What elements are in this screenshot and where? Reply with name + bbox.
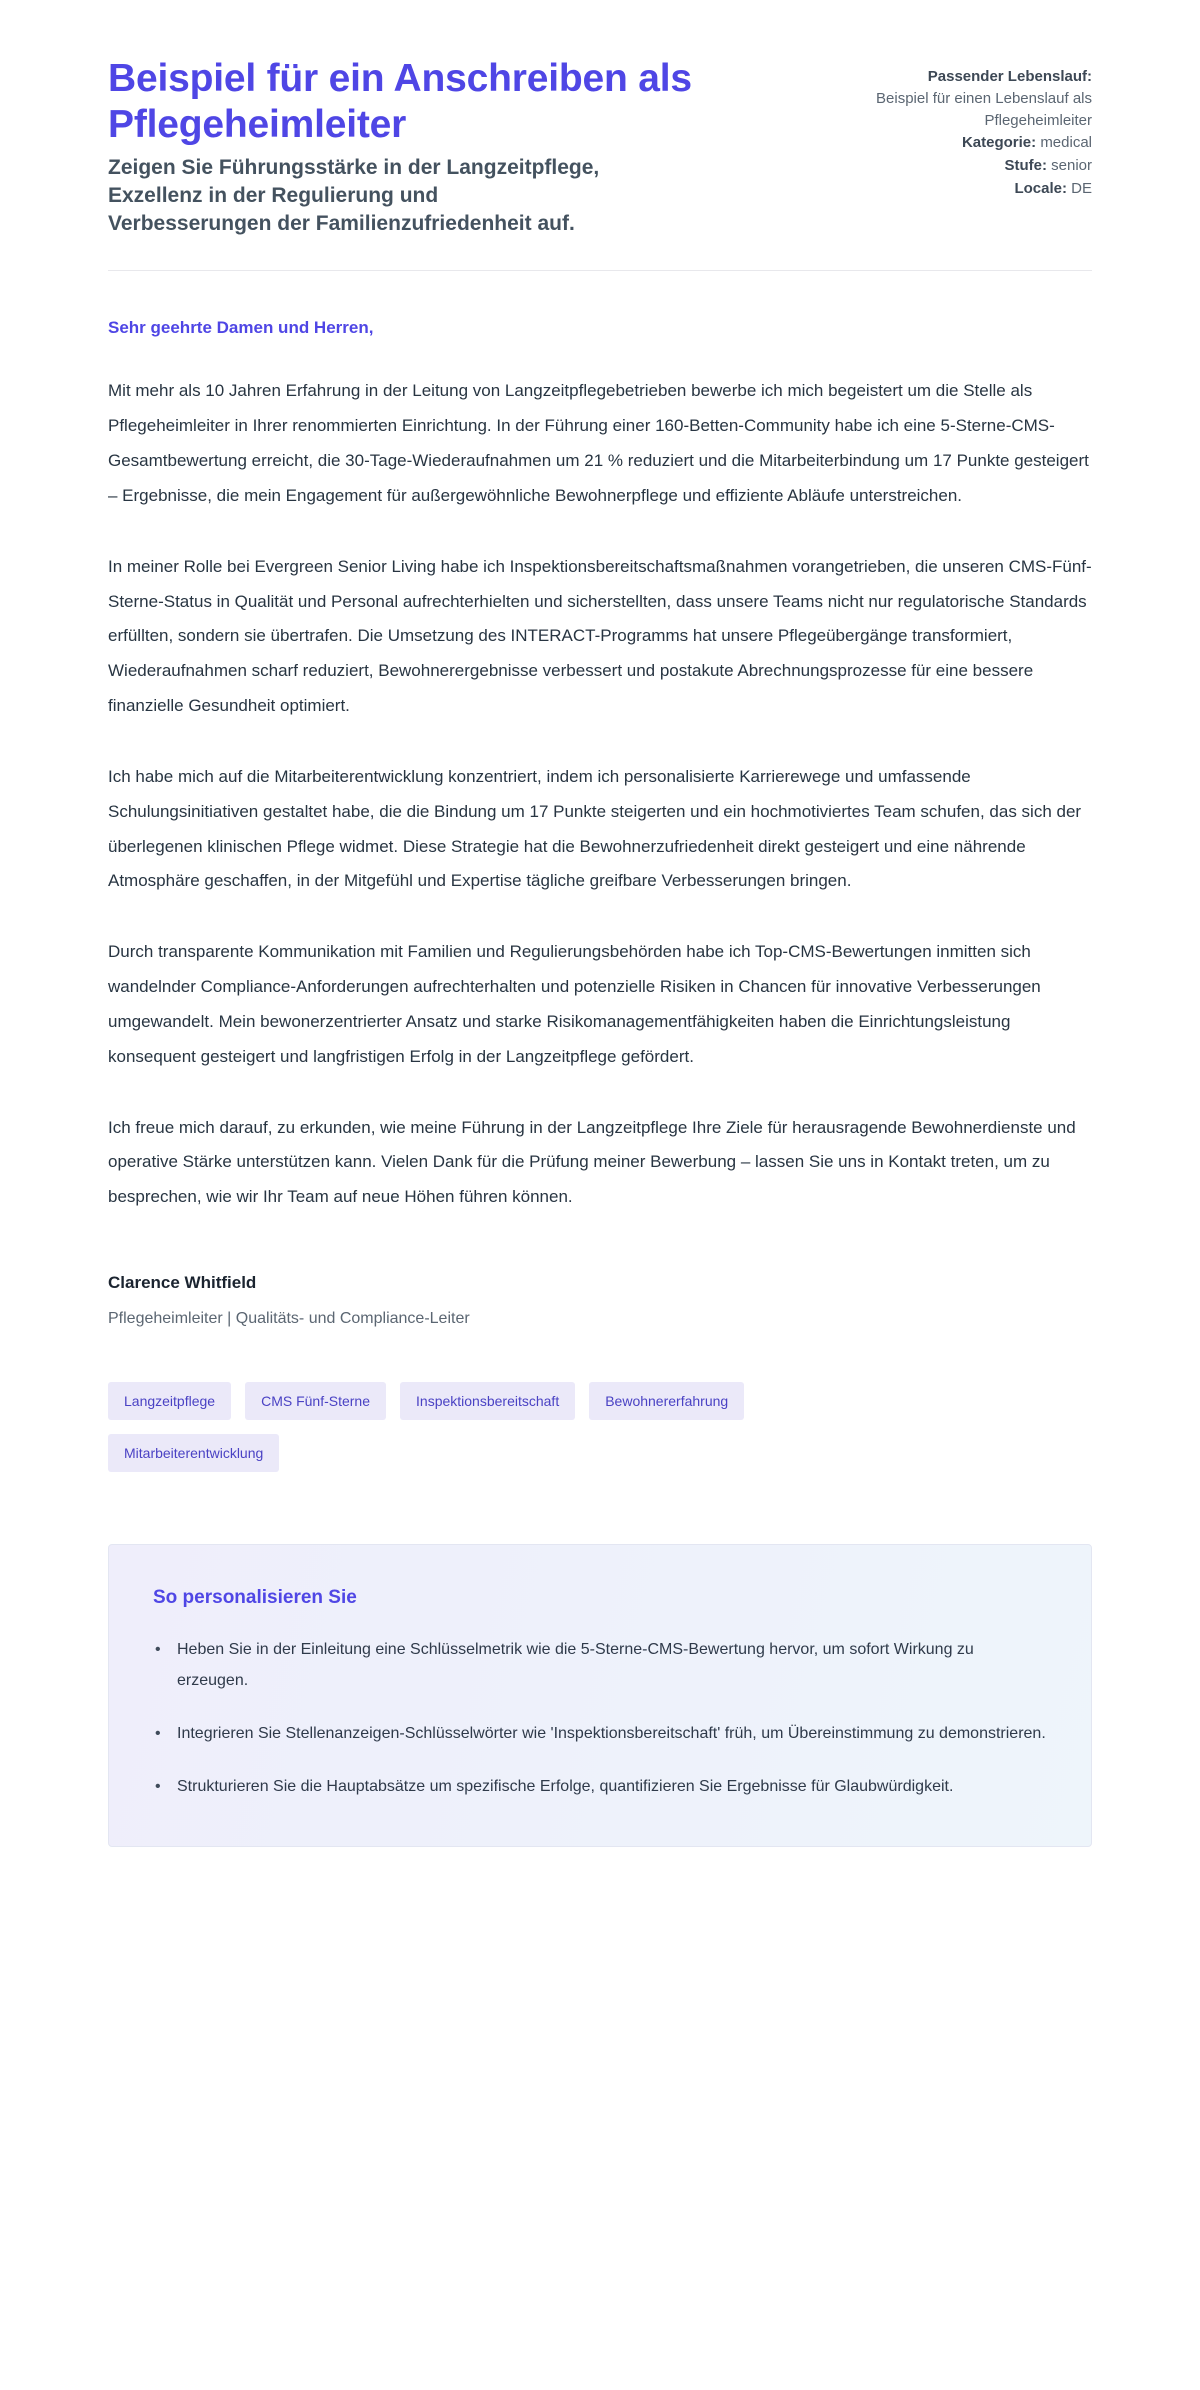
- meta-locale-value: DE: [1071, 179, 1092, 197]
- tag-chip[interactable]: Bewohnererfahrung: [589, 1382, 744, 1420]
- signature-role: Pflegeheimleiter | Qualitäts- und Compliance-Leiter: [108, 1310, 470, 1328]
- tag-chip[interactable]: CMS Fünf-Sterne: [245, 1382, 386, 1420]
- signature-block: [108, 1269, 1092, 1332]
- meta-matching-resume-label: Passender Lebenslauf:: [927, 68, 1092, 85]
- meta-matching-resume-value: Beispiel für einen Lebenslauf als Pflegeheimleiter: [876, 89, 1092, 129]
- page-header: [108, 0, 1092, 238]
- page-title: Beispiel für ein Anschreiben als Pflegeheimleiter: [108, 57, 692, 147]
- page-bottom-spacer: [108, 1847, 1092, 1957]
- tag-list: [108, 1382, 928, 1472]
- page-subtitle: [108, 154, 828, 238]
- bullet-icon: •: [155, 1724, 161, 1742]
- meta-level-value: senior: [1051, 157, 1092, 174]
- tag-chip[interactable]: Inspektionsbereitschaft: [400, 1382, 575, 1420]
- header-title-block: [108, 56, 828, 238]
- tag-chip[interactable]: Langzeitpflege: [108, 1382, 231, 1420]
- meta-level: [832, 155, 1092, 177]
- page-subtitle-line-1: Zeigen Sie Führungsstärke in der Langzeitpflege,: [108, 156, 600, 180]
- callout-tip-text: Integrieren Sie Stellenanzeigen-Schlüsselwörter wie 'Inspektionsbereitschaft' früh, um Übereinstimmung zu demonstrieren.: [177, 1724, 1046, 1742]
- callout-tip-item: [153, 1718, 1047, 1749]
- letter-paragraph-1: Mit mehr als 10 Jahren Erfahrung in der Leitung von Langzeitpflegebetrieben bewerbe ich mich begeistert um die Stelle als Pflegeheimleiter in Ihrer renommierten Einrichtung. In der Führung einer 160-Betten-Community habe ich eine 5-Sterne-CMS-Gesamtbewertung erreicht, die 30-Tage-Wiederaufnahmen um 21 % reduziert und die Mitarbeiterbindung um 17 Punkte gesteigert – Ergebnisse, die mein Engagement für außergewöhnliche Bewohnerpflege und effiziente Abläufe unterstreichen.: [108, 381, 1089, 505]
- cover-letter-body: [108, 271, 1092, 1332]
- page-subtitle-line-2: Exzellenz in der Regulierung und: [108, 183, 439, 207]
- callout-tip-list: [153, 1634, 1047, 1803]
- letter-paragraph-2: In meiner Rolle bei Evergreen Senior Living habe ich Inspektionsbereitschaftsmaßnahmen vorangetrieben, die unseren CMS-Fünf-Sterne-Status in Qualität und Personal aufrechterhielten und sicherstellten, dass unsere Teams nicht nur regulatorische Standards erfüllten, sondern sie übertrafen. Die Umsetzung des INTERACT-Programms hat unsere Pflegeübergänge transformiert, Wiederaufnahmen scharf reduziert, Bewohnerergebnisse verbessert und postakute Abrechnungsprozesse für eine bessere finanzielle Gesundheit optimiert.: [108, 556, 1092, 716]
- callout-tip-text: Strukturieren Sie die Hauptabsätze um spezifische Erfolge, quantifizieren Sie Ergebnisse für Glaubwürdigkeit.: [177, 1778, 954, 1796]
- letter-paragraph-4: Durch transparente Kommunikation mit Familien und Regulierungsbehörden habe ich Top-CMS-Bewertungen inmitten sich wandelnder Compliance-Anforderungen aufrechterhalten und potenzielle Risiken in Chancen für innovative Verbesserungen umgewandelt. Mein bewonerzentrierter Ansatz und starke Risikomanagementfähigkeiten haben die Einrichtungsleistung konsequent gesteigert und langfristigen Erfolg in der Langzeitpflege gefördert.: [108, 942, 1041, 1066]
- meta-category-value: medical: [1040, 134, 1092, 152]
- personalization-callout: [108, 1544, 1092, 1847]
- tag-chip[interactable]: Mitarbeiterentwicklung: [108, 1434, 279, 1472]
- meta-category: [832, 132, 1092, 154]
- callout-title: So personalisieren Sie: [153, 1586, 357, 1608]
- callout-tip-text: Heben Sie in der Einleitung eine Schlüsselmetrik wie die 5-Sterne-CMS-Bewertung hervor, um sofort Wirkung zu erzeugen.: [177, 1640, 974, 1689]
- letter-salutation: Sehr geehrte Damen und Herren,: [108, 317, 374, 337]
- bullet-icon: •: [155, 1640, 161, 1658]
- page-subtitle-line-3: Verbesserungen der Familienzufriedenheit auf.: [108, 211, 575, 235]
- letter-paragraph-5: Ich freue mich darauf, zu erkunden, wie meine Führung in der Langzeitpflege Ihre Ziele für herausragende Bewohnerdienste und operative Stärke unterstützen kann. Vielen Dank für die Prüfung meiner Bewerbung – lassen Sie uns in Kontakt treten, um zu besprechen, wie wir Ihr Team auf neue Höhen führen können.: [108, 1117, 1076, 1207]
- meta-locale: [832, 178, 1092, 200]
- callout-tip-item: [153, 1634, 1047, 1696]
- meta-matching-resume: [832, 66, 1092, 131]
- meta-locale-label: Locale:: [1014, 179, 1067, 197]
- meta-category-label: Kategorie:: [961, 134, 1037, 152]
- bullet-icon: •: [155, 1778, 161, 1796]
- signature-name: Clarence Whitfield: [108, 1273, 257, 1293]
- callout-tip-item: [153, 1771, 1047, 1802]
- meta-level-label: Stufe:: [1004, 157, 1047, 174]
- letter-paragraph-3: Ich habe mich auf die Mitarbeiterentwicklung konzentriert, indem ich personalisierte Karrierewege und umfassende Schulungsinitiativen gestaltet habe, die die Bindung um 17 Punkte steigerten und ein hochmotiviertes Team schufen, das sich der überlegenen klinischen Pflege widmet. Diese Strategie hat die Bewohnerzufriedenheit direkt gesteigert und eine nährende Atmosphäre geschaffen, in der Mitgefühl und Expertise tägliche greifbare Verbesserungen bringen.: [108, 766, 1082, 891]
- document-metadata: [832, 56, 1092, 200]
